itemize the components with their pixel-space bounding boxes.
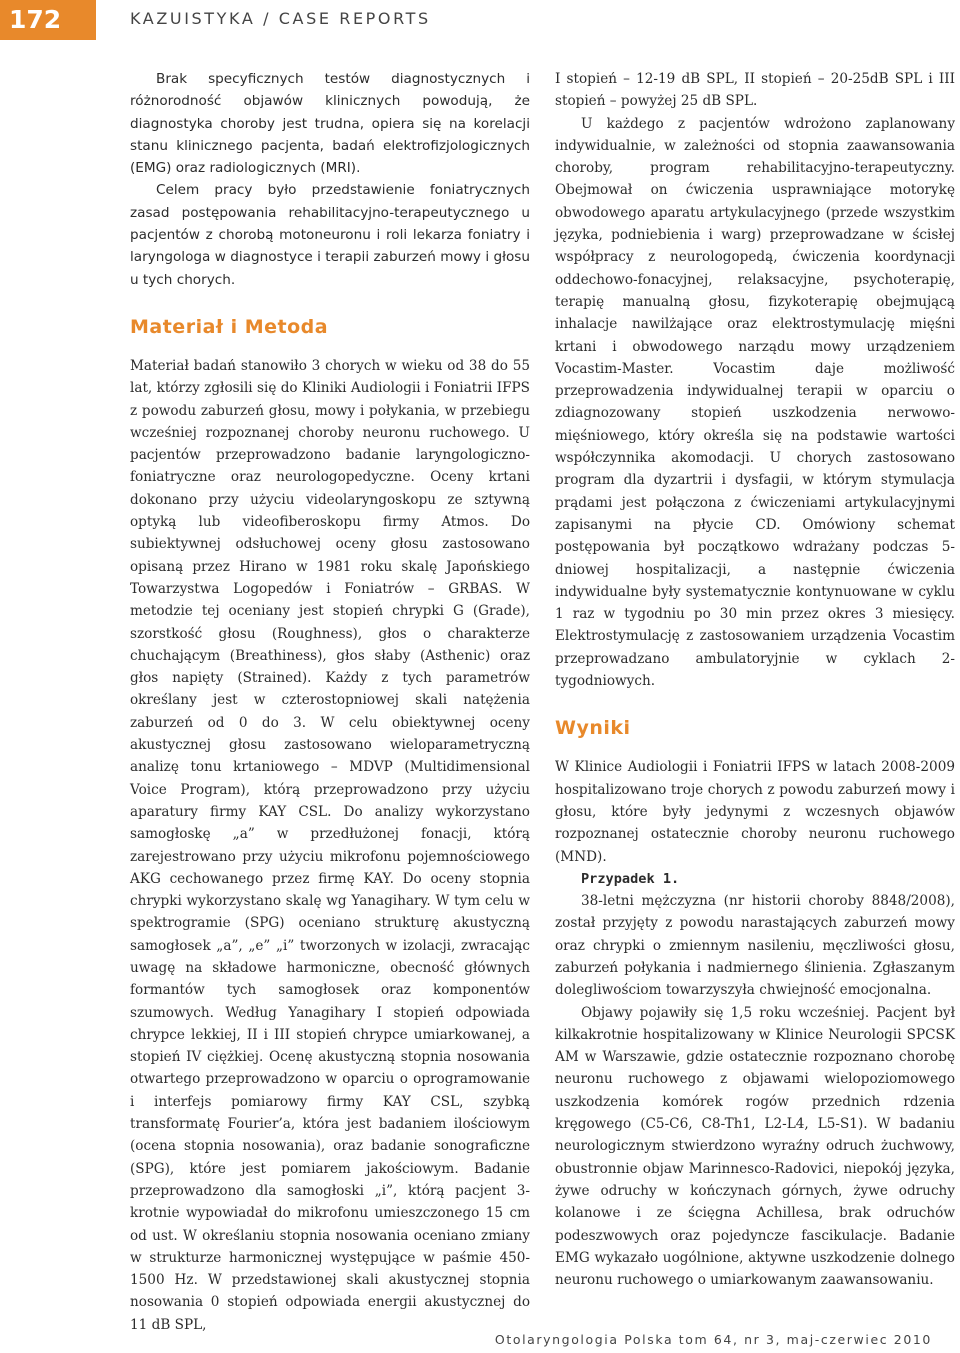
right-column: [555, 68, 955, 1291]
intro-paragraph-2: Celem pracy było przedstawienie foniatrycznych zasad postępowania rehabilitacyjno-terapeutycznego u pacjentów z chorobą motoneuronu i roli lekarza foniatry i laryngologa w diagnostyce i terapii zaburzeń mowy i głosu u tych chorych.: [130, 182, 530, 288]
results-paragraph-1: W Klinice Audiologii i Foniatrii IFPS w latach 2008-2009 hospitalizowano troje chorych z powodu zaburzeń mowy i głosu, które były jedynymi z wczesnych objawów rozpoznanej ostatecznie choroby neuronu ruchowego (MND).: [555, 759, 955, 865]
page-header: [0, 0, 960, 40]
methods-continuation: I stopień – 12-19 dB SPL, II stopień – 20-25dB SPL i III stopień – powyżej 25 dB SPL.: [555, 71, 955, 110]
case-paragraph-2: Objawy pojawiły się 1,5 roku wcześniej. Pacjent był kilkakrotnie hospitalizowany w Klinice Neurologii SPCSK AM w Warszawie, gdzie ostatecznie rozpoznano chorobę neuronu ruchowego z objawami wielopoziomowego uszkodzenia komórek rogów przednich rdzenia kręgowego (C5-C6, C8-Th1, L2-L4, L5-S1). W badaniu neurologicznym stwierdzono wyraźny odruch żuchwowy, obustronnie objaw Marinnesco-Radovici, niepokój języka, żywe odruchy w kończynach górnych, żywe odruchy kolanowe i ze ścięgna Achillesa, brak odruchów podeszwowych oraz pojedyncze fascikulacje. Badanie EMG wykazało uogólnione, aktywne uszkodzenie dolnego neuronu ruchowego o umiarkowanym zaawansowaniu.: [555, 1004, 955, 1289]
page-number: 172: [0, 0, 96, 40]
methods-paragraph-1: Materiał badań stanowiło 3 chorych w wieku od 38 do 55 lat, którzy zgłosili się do Kliniki Audiologii i Foniatrii IFPS z powodu zaburzeń głosu, mowy i połykania, w przebiegu wcześniej rozpoznanej choroby neuronu ruchowego. U pacjentów przeprowadzono badanie laryngologiczno-foniatryczne oraz neurologopedyczne. Oceny krtani dokonano przy użyciu videolaryngoskopu ze sztywną optyką lub videofiberoskopu firmy Atmos. Do subiektywnej odsłuchowej oceny głosu zastosowano opisaną przez Hirano w 1981 roku skalę Japońskiego Towarzystwa Logopedów i Foniatrów – GRBAS. W metodzie tej oceniany jest stopień chrypki G (Grade), szorstkość głosu (Roughness), głos o charakterze chuchającym (Breathiness), głos słaby (Asthenic) oraz głos napięty (Strained). Każdy z tych parametrów określany jest w czterostopniowej skali natężenia zaburzeń od 0 do 3. W celu obiektywnej oceny akustycznej głosu zastosowano wieloparametryczną analizę tonu krtaniowego – MDVP (Multidimensional Voice Program), którą przeprowadzono przy użyciu aparatury firmy KAY CSL. Do analizy wykorzystano samogłoskę „a” w przedłużonej fonacji, którą zarejestrowano przy użyciu mikrofonu pojemnościowego AKG cechowanego przez firmę KAY. Do oceny stopnia chrypki wykorzystano skalę wg Yanagihary. W tym celu w spektrogramie (SPG) oceniano strukturę akustyczną samogłosek „a”, „e” „i” tworzonych w izolacji, zwracając uwagę na składowe harmoniczne, obecność głównych formantów tych samogłosek oraz komponentów szumowych. Według Yanagihary I stopień odpowiada chrypce lekkiej, II i III stopień chrypce umiarkowanej, a stopień IV ciężkiej. Ocenę akustyczną stopnia nosowania otwartego przeprowadzono w oparciu o oprogramowanie i interfejs pomiarowy firmy KAY CSL, szybką transformatę Fourier’a, która jest badaniem ilościowym (ocena stopnia nosowania), oraz badanie sonograficzne (SPG), które jest pomiarem jakościowym. Badanie przeprowadzono dla samogłoski „i”, którą pacjent 3-krotnie wypowiadał do mikrofonu umieszczonego 15 cm od ust. W określaniu stopnia nosowania oceniano zmiany w strukturze harmonicznej występujące w paśmie 450-1500 Hz. W przedstawionej skali akustycznej stopnia nosowania 0 stopień odpowiada energii akustycznej do 11 dB SPL,: [130, 357, 530, 1333]
methods-paragraph-2: U każdego z pacjentów wdrożono zaplanowany indywidualnie, w zależności od stopnia zaawansowania choroby, program rehabilitacyjno-terapeutyczny. Obejmował on ćwiczenia usprawniające motorykę obwodowego aparatu artykulacyjnego (przede wszystkim języka, podniebienia i warg) przeprowadzane w ścisłej współpracy z neurologopedą, ćwiczenia koordynacji oddechowo-fonacyjnej, relaksacyjne, psychoterapię, terapię manualną głosu, fizykoterapię obejmującą inhalacje nawilżające oraz elektrostymulację mięśni krtani i obwodowego narządu mowy urządzeniem Vocastim-Master. Vocastim daje możliwość przeprowadzenia indywidualnej terapii w oparciu o zdiagnozowany stopień uszkodzenia nerwowo-mięśniowego, który określa się na podstawie wartości współczynnika akomodacji. U chorych zastosowano program dla dyzartrii i dysfagii, w którym stymulacja prądami jest połączona z ćwiczeniami artykulacyjnymi zapisanymi na płycie CD. Omówiony schemat postępowania był początkowo wdrażany podczas 5-dniowej hospitalizacji, a następnie ćwiczenia indywidualne były systematycznie kontynuowane w cyklu 1 raz w tygodniu po 30 min przez okres 3 miesięcy. Elektrostymulację z zastosowaniem urządzenia Vocastim przeprowadzano ambulatoryjnie w cyklach 2-tygodniowych.: [555, 115, 955, 690]
heading-methods: Materiał i Metoda: [130, 315, 329, 338]
heading-results: Wyniki: [555, 717, 631, 740]
journal-footer: Otolaryngologia Polska tom 64, nr 3, maj-czerwiec 2010: [494, 1332, 932, 1347]
intro-paragraph-1: Brak specyficznych testów diagnostycznych i różnorodność objawów klinicznych powodują, że diagnostyka choroby jest trudna, opiera się na korelacji stanu klinicznego pacjenta, badań elektrofizjologicznych (EMG) oraz radiologicznych (MRI).: [130, 71, 530, 177]
case-paragraph-1: 38-letni mężczyzna (nr historii choroby 8848/2008), został przyjęty z powodu narastających zaburzeń mowy oraz chrypki o zmiennym nasileniu, męczliwości głosu, zaburzeń połykania i nadmiernego ślinienia. Zgłaszanym dolegliwościom towarzyszyła chwiejność emocjonalna.: [555, 893, 955, 999]
case-heading: Przypadek 1.: [581, 870, 680, 887]
section-label: KAZUISTYKA / CASE REPORTS: [130, 9, 431, 28]
left-column: [130, 68, 530, 1336]
